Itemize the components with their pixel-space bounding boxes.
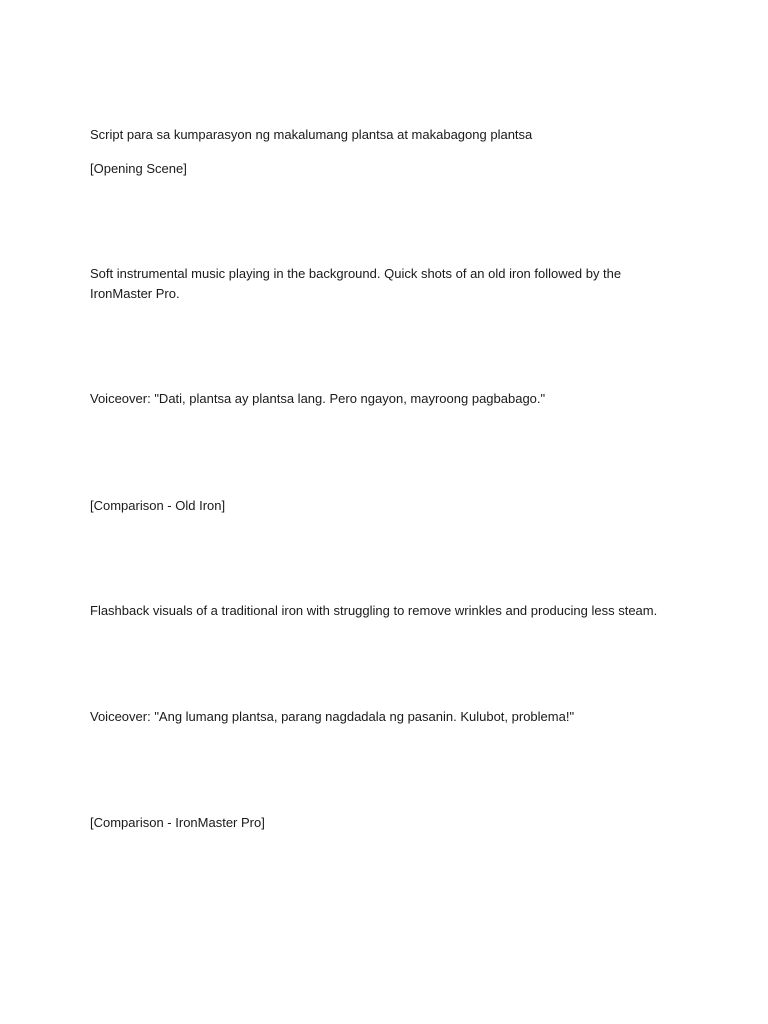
voiceover-line: Voiceover: "Ang lumang plantsa, parang nagdadala ng pasanin. Kulubot, problema!" [90, 709, 575, 724]
voiceover-line: Voiceover: "Dati, plantsa ay plantsa lang. Pero ngayon, mayroong pagbabago." [90, 391, 546, 406]
script-title: Script para sa kumparasyon ng makalumang plantsa at makabagong plantsa [90, 127, 533, 142]
scene-description: Flashback visuals of a traditional iron with struggling to remove wrinkles and producing less steam. [90, 603, 658, 618]
scene-description: Soft instrumental music playing in the background. Quick shots of an old iron followed by the IronMaster Pro. [90, 266, 622, 301]
scene-heading-old-iron: [Comparison - Old Iron] [90, 498, 226, 513]
scene-heading-ironmaster-pro: [Comparison - IronMaster Pro] [90, 815, 265, 830]
scene-heading-opening: [Opening Scene] [90, 161, 187, 176]
